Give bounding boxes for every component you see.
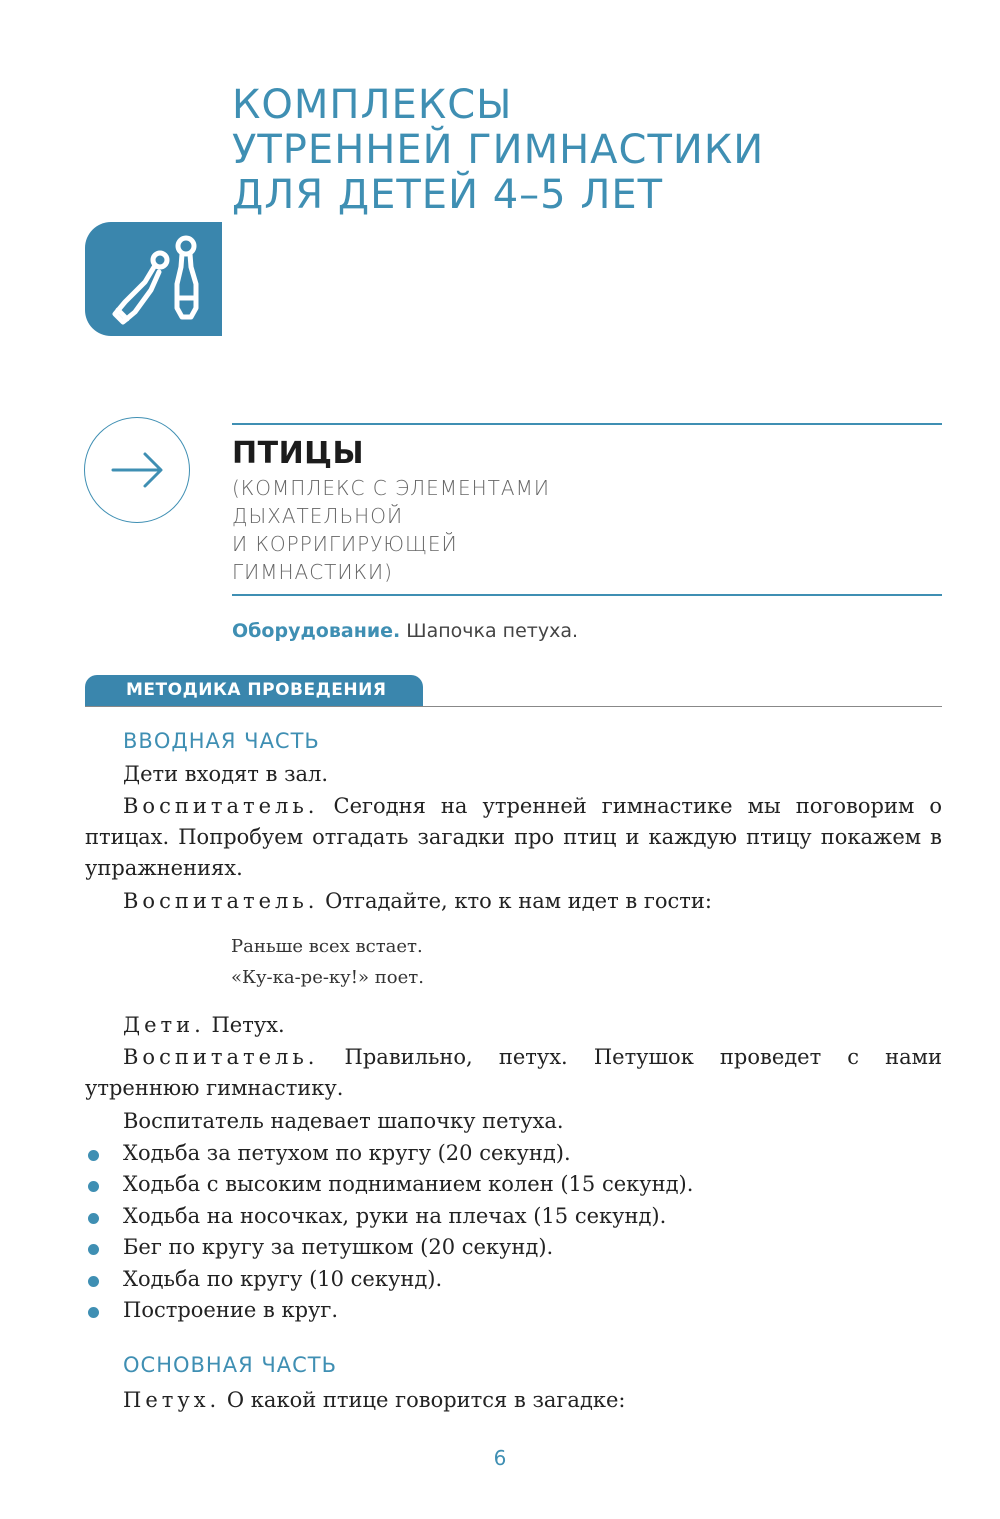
method-rule [85, 706, 942, 707]
bullet-item: Ходьба за петухом по кругу (20 секунд). [123, 1141, 571, 1165]
bullet-item: Ходьба с высоким подниманием колен (15 секунд). [123, 1172, 694, 1196]
intro-title: ВВОДНАЯ ЧАСТЬ [123, 729, 320, 753]
speech: Сегодня на утренней гимнастике мы поговорим о птицах. Попробуем отгадать загадки про птиц и каждую птицу покажем в упражнениях. [85, 794, 942, 880]
main-title: ОСНОВНАЯ ЧАСТЬ [123, 1353, 338, 1377]
speaker: Воспитатель. [123, 1045, 319, 1069]
riddle-line-2: «Ку-ка-ре-ку!» поет. [231, 967, 424, 988]
main-paragraph-1 [85, 1385, 942, 1416]
intro-paragraph-2 [85, 791, 942, 884]
bowling-pins-icon [85, 222, 222, 336]
bullet-dot [88, 1276, 99, 1287]
chapter-icon-box [85, 222, 222, 336]
equipment-value: Шапочка петуха. [400, 620, 579, 642]
bullet-dot [88, 1213, 99, 1224]
speaker: Воспитатель. [123, 794, 319, 818]
chapter-title-line-2: УТРЕННЕЙ ГИМНАСТИКИ [232, 127, 765, 173]
bullet-dot [88, 1181, 99, 1192]
bullet-dot [88, 1307, 99, 1318]
equipment-label: Оборудование. [232, 620, 401, 642]
section-top-rule [232, 423, 942, 425]
intro-paragraph-4 [85, 1010, 942, 1041]
speaker: Петух. [123, 1388, 221, 1412]
speech: О какой птице говорится в загадке: [220, 1388, 626, 1412]
intro-paragraph-6: Воспитатель надевает шапочку петуха. [123, 1109, 564, 1133]
bullet-item: Бег по кругу за петушком (20 секунд). [123, 1235, 554, 1259]
speaker: Дети. [123, 1013, 205, 1037]
section-arrow-circle [84, 417, 190, 523]
bullet-item: Построение в круг. [123, 1298, 339, 1322]
intro-paragraph-1: Дети входят в зал. [123, 762, 329, 786]
equipment-line [232, 620, 578, 642]
bullet-dot [88, 1244, 99, 1255]
intro-paragraph-5 [85, 1042, 942, 1104]
arrow-right-icon [85, 418, 188, 521]
page-number: 6 [493, 1446, 507, 1470]
intro-paragraph-3 [85, 886, 942, 917]
speaker: Воспитатель. [123, 889, 319, 913]
section-title: ПТИЦЫ [232, 436, 365, 471]
section-subtitle-line-4: ГИМНАСТИКИ) [232, 560, 393, 584]
speech: Петух. [204, 1013, 285, 1037]
chapter-title-line-1: КОМПЛЕКСЫ [232, 82, 513, 128]
bullet-item: Ходьба на носочках, руки на плечах (15 секунд). [123, 1204, 667, 1228]
speech: Правильно, петух. Петушок проведет с нами утреннюю гимнастику. [85, 1045, 942, 1100]
section-subtitle-line-3: И КОРРИГИРУЮЩЕЙ [232, 532, 458, 556]
section-bottom-rule [232, 594, 942, 596]
section-subtitle-line-1: (КОМПЛЕКС С ЭЛЕМЕНТАМИ [232, 476, 550, 500]
bullet-item: Ходьба по кругу (10 секунд). [123, 1267, 443, 1291]
chapter-title-line-3: ДЛЯ ДЕТЕЙ 4–5 ЛЕТ [232, 172, 664, 218]
method-header: МЕТОДИКА ПРОВЕДЕНИЯ [126, 680, 387, 700]
section-subtitle-line-2: ДЫХАТЕЛЬНОЙ [232, 504, 404, 528]
bullet-dot [88, 1150, 99, 1161]
speech: Отгадайте, кто к нам идет в гости: [318, 889, 712, 913]
riddle-line-1: Раньше всех встает. [231, 936, 423, 957]
